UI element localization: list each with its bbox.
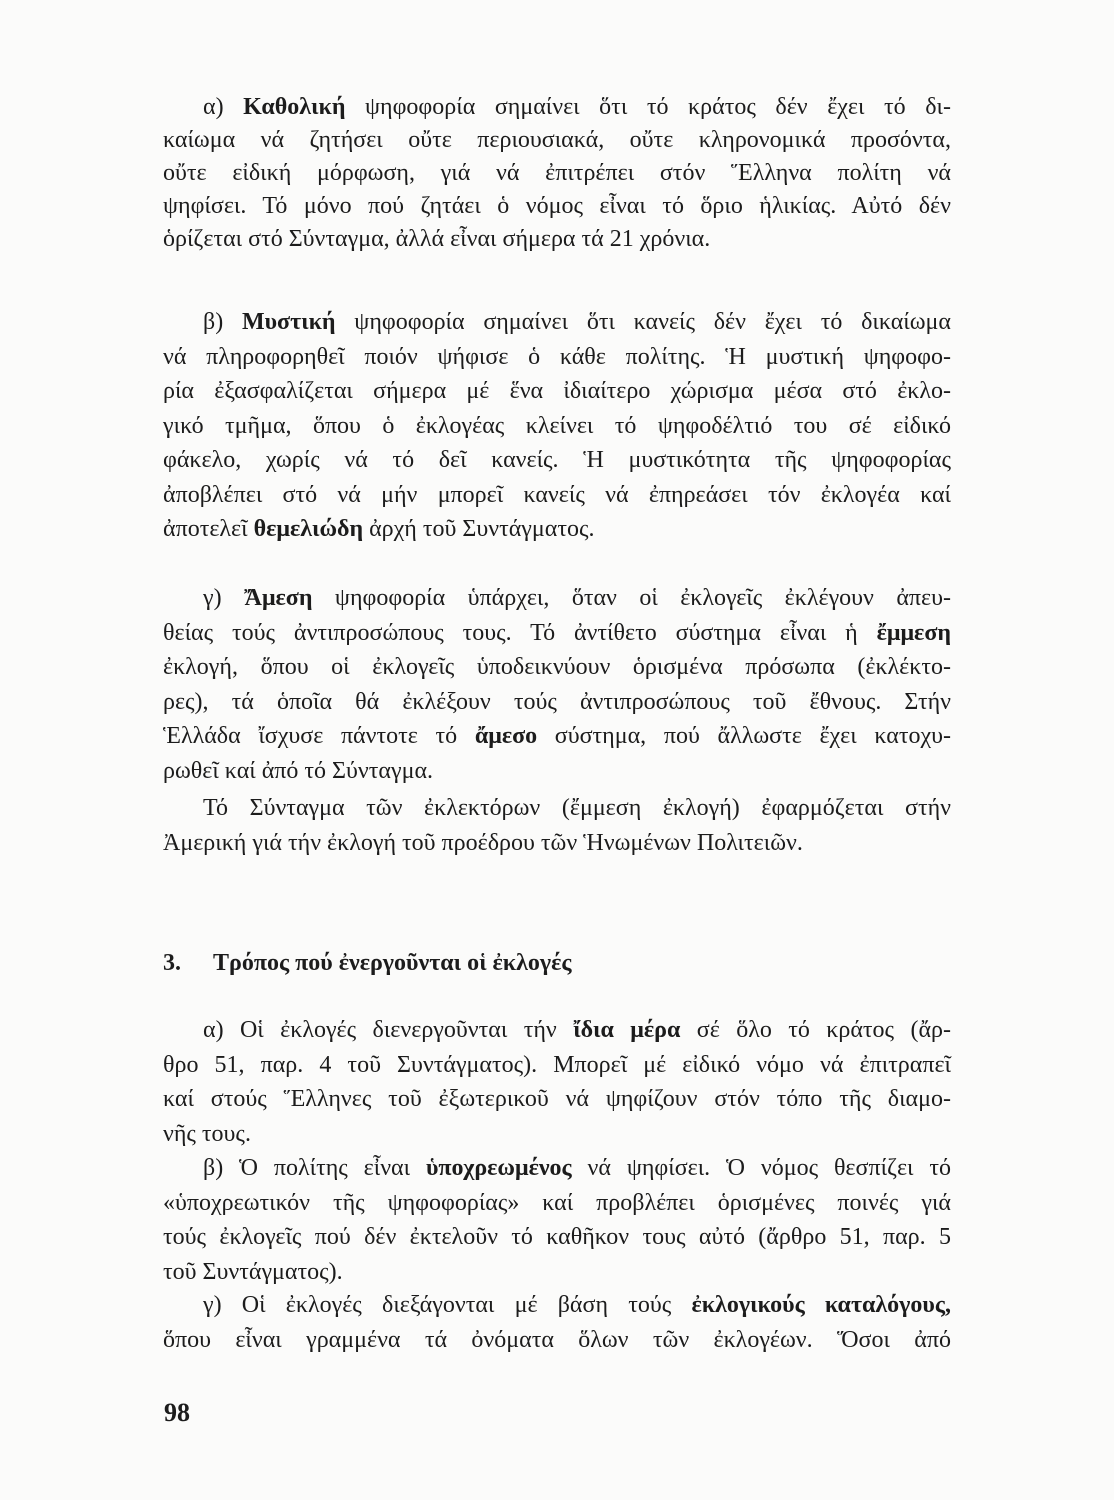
bold-term: ἄμεσο	[474, 723, 538, 749]
paragraph-compulsory	[163, 1151, 951, 1289]
text-line: καίωμα νά ζητήσει οὔτε περιουσιακά, οὔτε κληρονομικά προσόντα,	[163, 127, 951, 153]
text-line: Ἀμερική γιά τήν ἐκλογή τοῦ προέδρου τῶν Ἡνωμένων Πολιτειῶν.	[163, 829, 803, 856]
text-line: νά πληροφορηθεῖ ποιόν ψήφισε ὁ κάθε πολίτης. Ἡ μυστική ψηφοφο-	[163, 343, 951, 370]
bold-term: ὑποχρεωμένος	[425, 1155, 572, 1181]
bold-term: Μυστική	[241, 309, 336, 335]
text-line: τούς ἐκλογεῖς πού δέν ἐκτελοῦν τό καθῆκον τους αὐτό (ἄρθρο 51, παρ. 5	[163, 1224, 951, 1250]
text-line: «ὑποχρεωτικόν τῆς ψηφοφορίας» καί προβλέπει ὁρισμένες ποινές γιά	[163, 1189, 951, 1216]
paragraph-direct-vote	[163, 581, 951, 788]
bold-term: Ἄμεση	[244, 585, 313, 611]
text-line: ρία ἐξασφαλίζεται σήμερα μέ ἕνα ἰδιαίτερο χώρισμα μέσα στό ἐκλο-	[163, 378, 951, 404]
text-line: β) Μυστική ψηφοφορία σημαίνει ὅτι κανείς δέν ἔχει τό δικαίωμα	[203, 309, 951, 335]
text-line: φάκελο, χωρίς νά τό δεῖ κανείς. Ἡ μυστικότητα τῆς ψηφοφορίας	[163, 447, 951, 473]
section-title: Τρόπος πού ἐνεργοῦνται οἱ ἐκλογές	[213, 950, 572, 976]
paragraph-same-day	[163, 1013, 951, 1151]
text-line: θείας τούς ἀντιπροσώπους τους. Τό ἀντίθετο σύστημα εἶναι ἡ ἔμμεση	[163, 619, 951, 646]
text-line: α) Οἱ ἐκλογές διενεργοῦνται τήν ἴδια μέρα σέ ὅλο τό κράτος (ἄρ-	[203, 1017, 951, 1043]
text-line: ἀποτελεῖ θεμελιώδη ἀρχή τοῦ Συντάγματος.	[163, 516, 595, 542]
text-line: νῆς τους.	[163, 1120, 251, 1147]
bold-term: ἴδια μέρα	[573, 1017, 681, 1043]
paragraph-electoral-college	[163, 791, 951, 860]
text-line: καί στούς Ἕλληνες τοῦ ἐξωτερικοῦ νά ψηφίζουν στόν τόπο τῆς διαμο-	[163, 1086, 951, 1112]
bold-term: Καθολική	[243, 94, 346, 120]
text-line: Τό Σύνταγμα τῶν ἐκλεκτόρων (ἔμμεση ἐκλογή) ἐφαρμόζεται στήν	[203, 795, 951, 821]
bold-term: ἐκλογικούς καταλόγους,	[691, 1292, 951, 1318]
text-line: γ) Οἱ ἐκλογές διεξάγονται μέ βάση τούς ἐκλογικούς καταλόγους,	[203, 1292, 951, 1318]
text-line: θρο 51, παρ. 4 τοῦ Συντάγματος). Μπορεῖ μέ εἰδικό νόμο νά ἐπιτραπεῖ	[163, 1051, 951, 1078]
text-line: ρωθεῖ καί ἀπό τό Σύνταγμα.	[163, 757, 434, 784]
bold-term: ἔμμεση	[876, 619, 951, 646]
text-line: α) Καθολική ψηφοφορία σημαίνει ὅτι τό κράτος δέν ἔχει τό δι-	[203, 94, 951, 120]
paragraph-secret-ballot	[163, 305, 951, 547]
text-line: οὔτε εἰδική μόρφωση, γιά νά ἐπιτρέπει στόν Ἕλληνα πολίτη νά	[163, 160, 951, 186]
text-line: γικό τμῆμα, ὅπου ὁ ἐκλογέας κλείνει τό ψηφοδέλτιό του σέ εἰδικό	[163, 412, 951, 439]
section-number: 3.	[163, 950, 181, 976]
paragraph-universal-suffrage	[163, 91, 951, 256]
text-line: ὁρίζεται στό Σύνταγμα, ἀλλά εἶναι σήμερα τά 21 χρόνια.	[163, 226, 711, 252]
text-line: ἀποβλέπει στό νά μήν μπορεῖ κανείς νά ἐπηρεάσει τόν ἐκλογέα καί	[163, 481, 951, 508]
text-line: β) Ὁ πολίτης εἶναι ὑποχρεωμένος νά ψηφίσει. Ὁ νόμος θεσπίζει τό	[203, 1155, 951, 1181]
text-line: γ) Ἄμεση ψηφοφορία ὑπάρχει, ὅταν οἱ ἐκλογεῖς ἐκλέγουν ἀπευ-	[203, 585, 951, 611]
text-line: ρες), τά ὁποῖα θά ἐκλέξουν τούς ἀντιπροσώπους τοῦ ἔθνους. Στήν	[163, 688, 951, 715]
text-line: ψηφίσει. Τό μόνο πού ζητάει ὁ νόμος εἶναι τό ὅριο ἡλικίας. Αὐτό δέν	[163, 193, 951, 219]
text-line: ἐκλογή, ὅπου οἱ ἐκλογεῖς ὑποδεικνύουν ὁρισμένα πρόσωπα (ἐκλέκτο-	[163, 654, 951, 680]
text-line: Ἑλλάδα ἴσχυσε πάντοτε τό ἄμεσο σύστημα, πού ἄλλωστε ἔχει κατοχυ-	[163, 723, 951, 749]
paragraph-electoral-rolls	[163, 1288, 951, 1357]
section-heading	[163, 946, 572, 980]
bold-term: θεμελιώδη	[253, 516, 364, 542]
text-line: τοῦ Συντάγματος).	[163, 1258, 343, 1285]
text-line: ὅπου εἶναι γραμμένα τά ὀνόματα ὅλων τῶν ἐκλογέων. Ὅσοι ἀπό	[163, 1326, 951, 1353]
page-number: 98	[164, 1398, 190, 1427]
